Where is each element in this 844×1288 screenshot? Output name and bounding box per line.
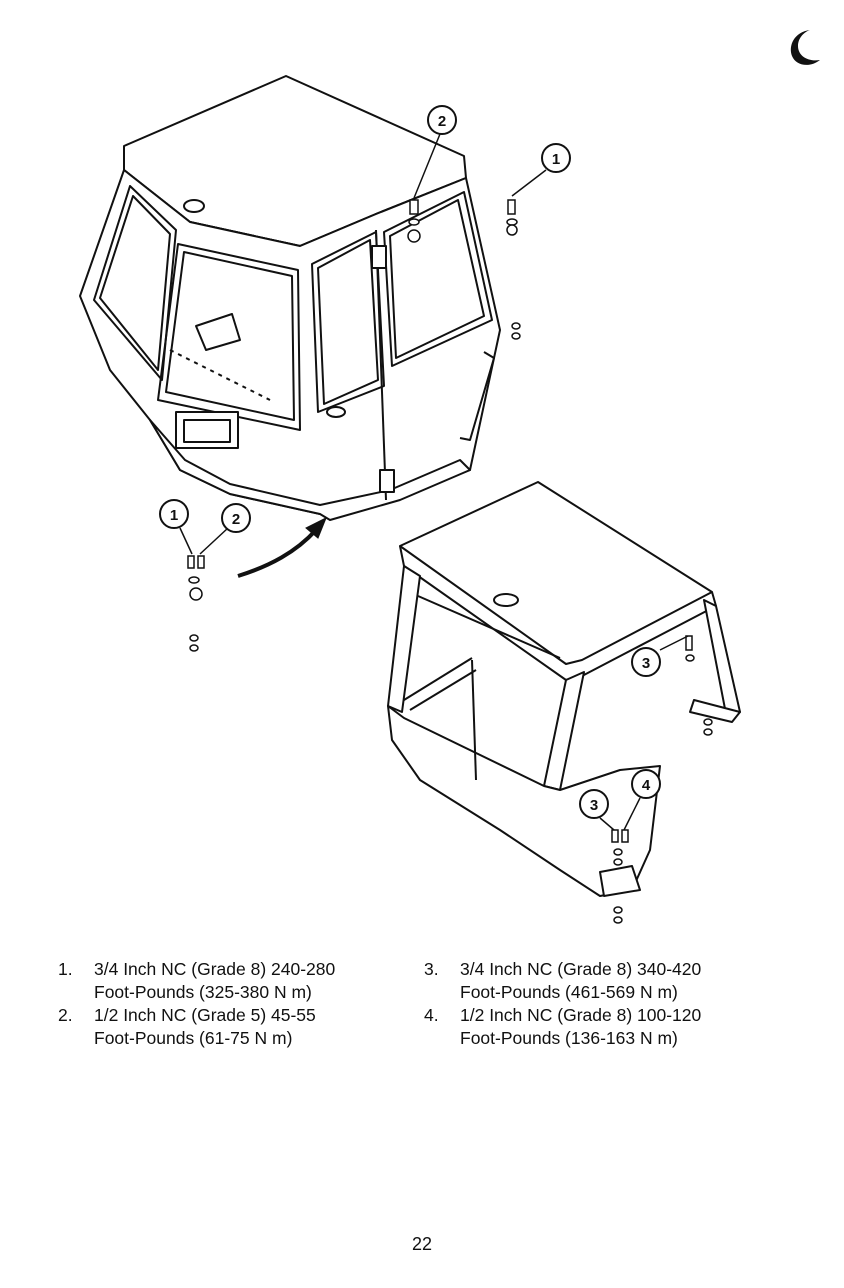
callout-3-right bbox=[632, 648, 660, 676]
svg-text:2: 2 bbox=[231, 511, 241, 528]
callout-1-top bbox=[542, 144, 570, 172]
svg-text:1: 1 bbox=[169, 507, 179, 524]
page-number: 22 bbox=[411, 1234, 433, 1254]
legend-item-torque: Foot-Pounds (136-163 N m) bbox=[460, 1028, 678, 1048]
svg-text:2: 2 bbox=[437, 113, 447, 130]
legend-item-4 bbox=[424, 1004, 784, 1050]
svg-text:1: 1 bbox=[551, 151, 561, 168]
torque-legend-right bbox=[424, 958, 784, 1050]
torque-legend-left bbox=[58, 958, 398, 1050]
legend-item-torque: Foot-Pounds (61-75 N m) bbox=[94, 1028, 293, 1048]
callout-2-left bbox=[222, 504, 250, 532]
legend-item-1 bbox=[58, 958, 398, 1004]
svg-text:3: 3 bbox=[589, 797, 599, 814]
frame-rear-post bbox=[704, 600, 740, 714]
legend-item-spec: 3/4 Inch NC (Grade 8) 340-420 bbox=[460, 959, 702, 979]
frame-roof bbox=[400, 482, 712, 664]
callout-3-lower bbox=[580, 790, 608, 818]
legend-item-number: 2. bbox=[58, 1005, 73, 1025]
install-arrow bbox=[238, 518, 326, 576]
legend-item-torque: Foot-Pounds (325-380 N m) bbox=[94, 982, 312, 1002]
legend-item-number: 1. bbox=[58, 959, 73, 979]
legend-item-2 bbox=[58, 1004, 398, 1050]
legend-item-spec: 1/2 Inch NC (Grade 8) 100-120 bbox=[460, 1005, 702, 1025]
legend-item-spec: 1/2 Inch NC (Grade 5) 45-55 bbox=[94, 1005, 316, 1025]
legend-item-number: 4. bbox=[424, 1005, 439, 1025]
legend-item-spec: 3/4 Inch NC (Grade 8) 240-280 bbox=[94, 959, 336, 979]
callout-2-top bbox=[428, 106, 456, 134]
frame-front-post-left bbox=[388, 566, 420, 712]
callout-4-lower bbox=[632, 770, 660, 798]
svg-text:4: 4 bbox=[641, 777, 651, 794]
legend-item-3 bbox=[424, 958, 784, 1004]
legend-item-torque: Foot-Pounds (461-569 N m) bbox=[460, 982, 678, 1002]
frame-front-post-right bbox=[544, 672, 584, 790]
svg-text:3: 3 bbox=[641, 655, 651, 672]
legend-item-number: 3. bbox=[424, 959, 439, 979]
callout-1-left bbox=[160, 500, 188, 528]
